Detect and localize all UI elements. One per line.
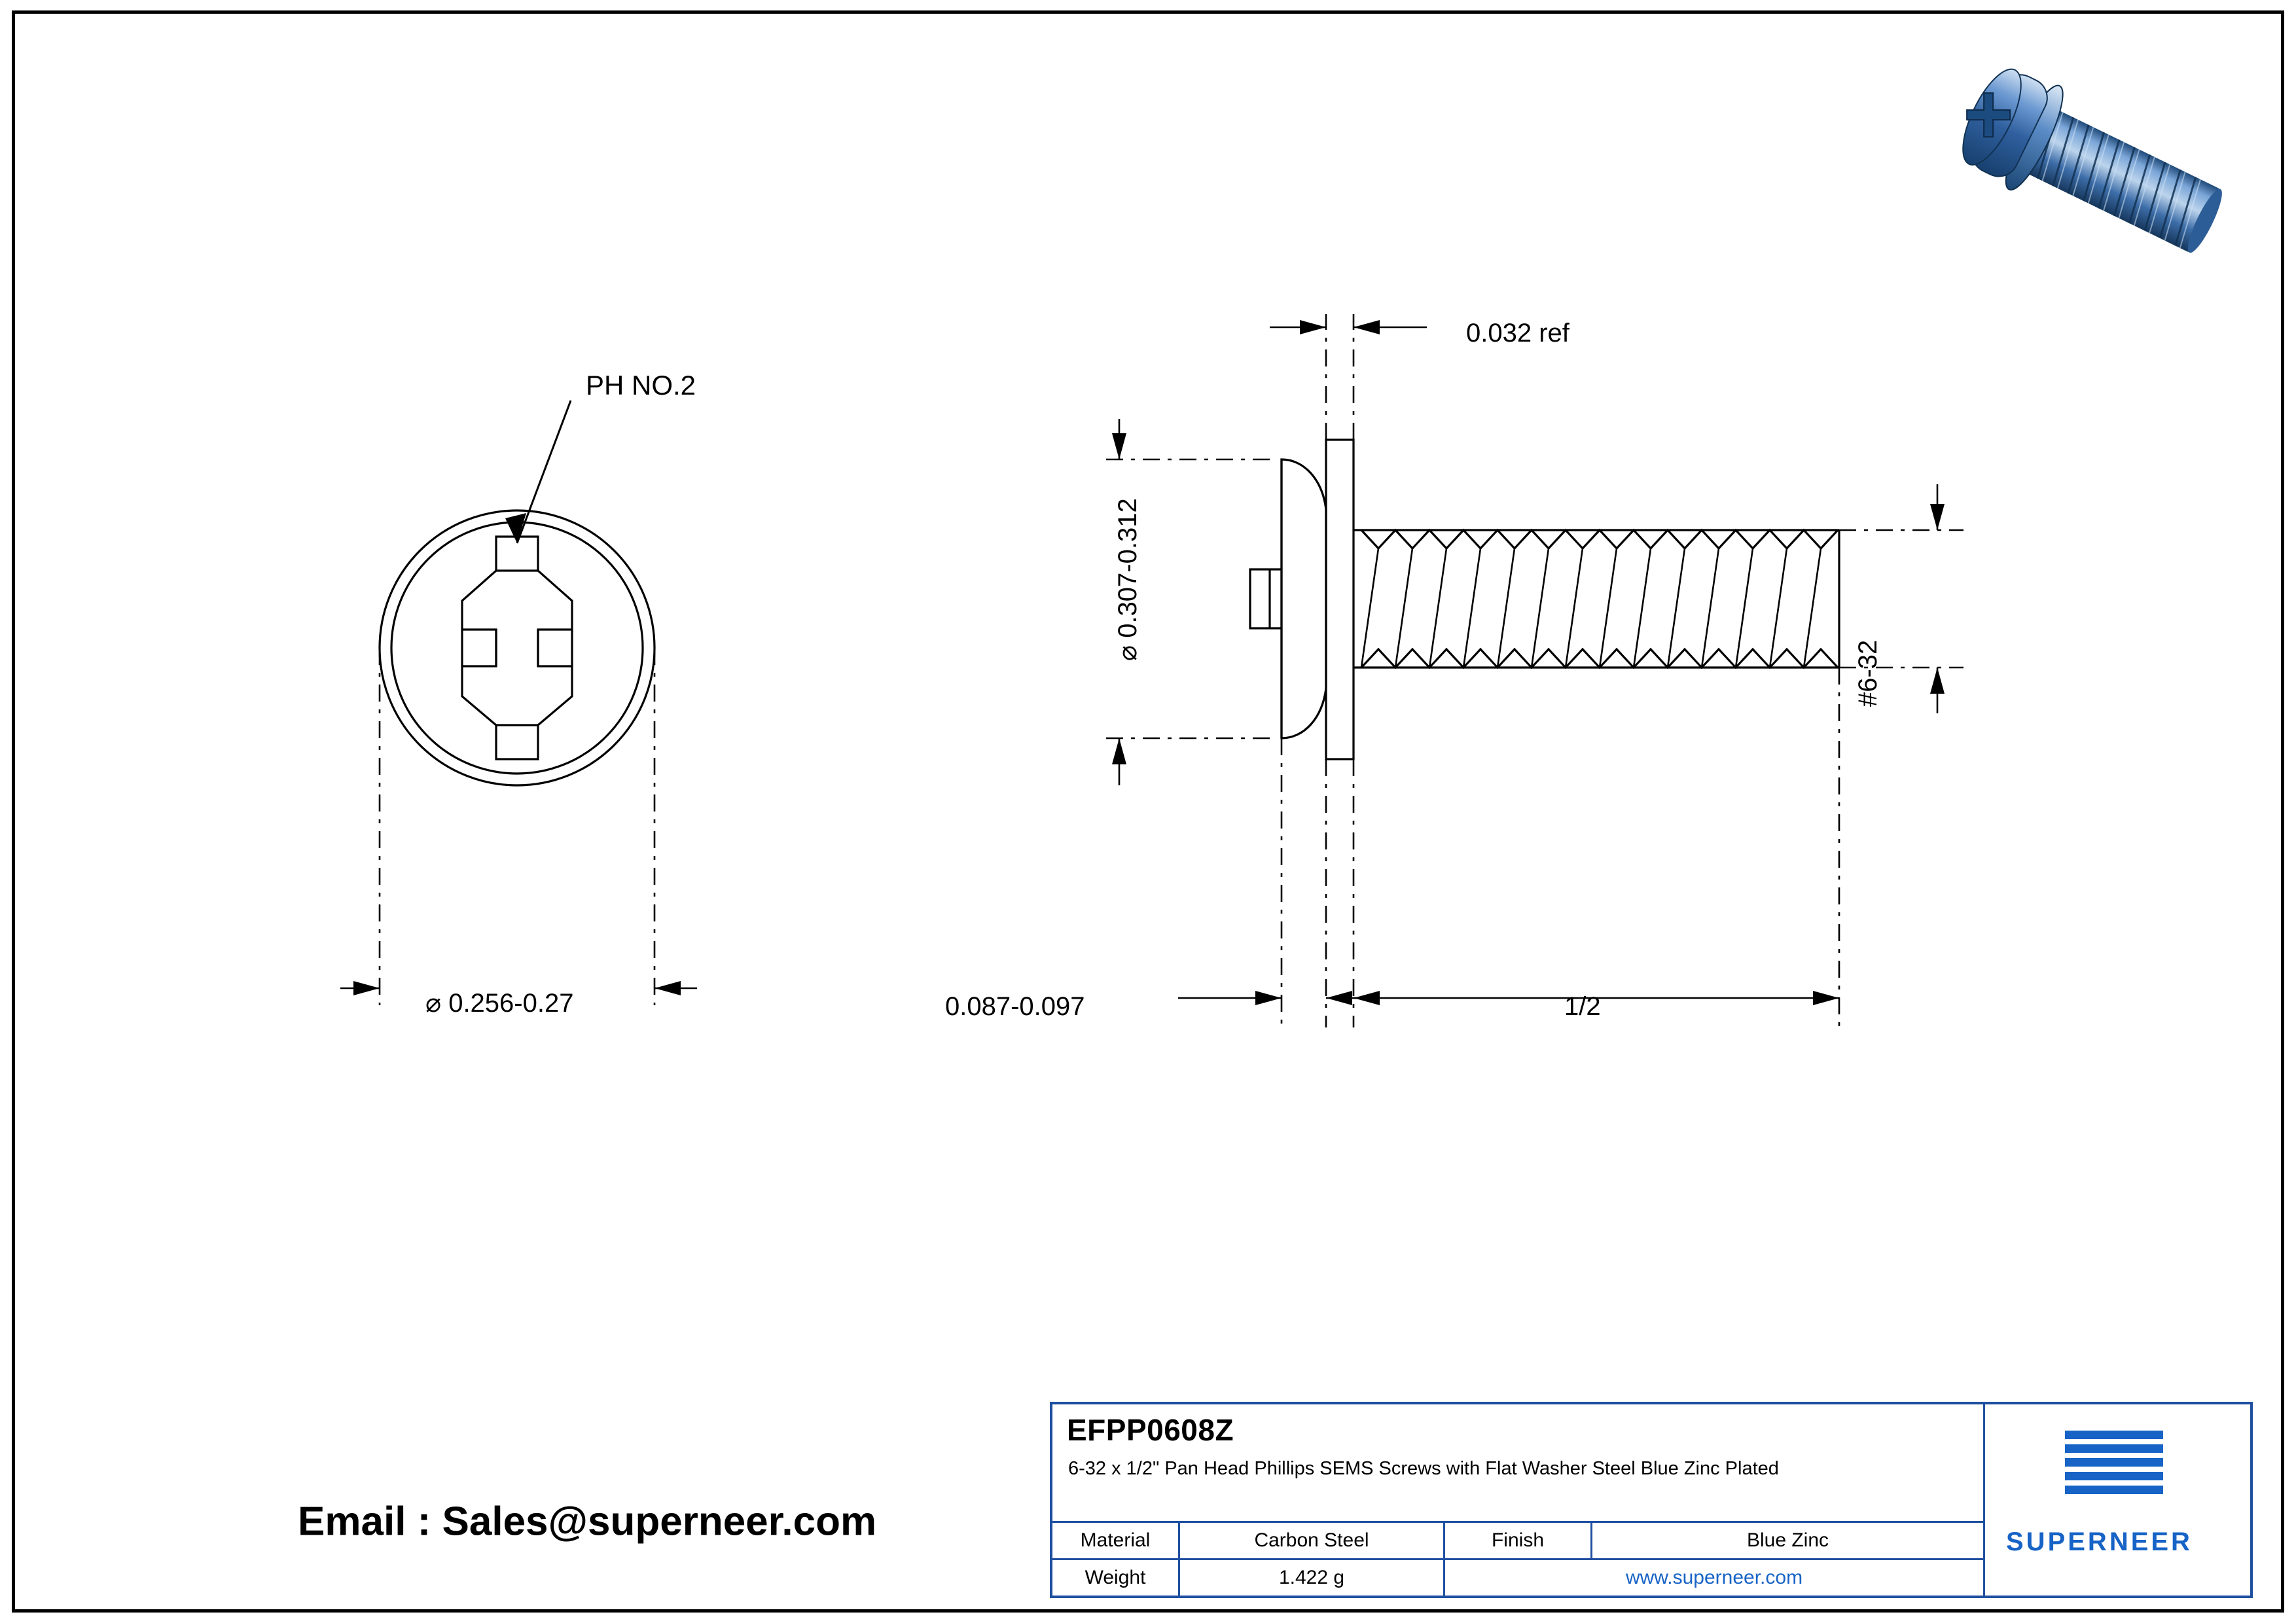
brand-name: SUPERNEER (2006, 1527, 2193, 1556)
spec-table (1052, 1521, 1983, 1596)
head-diameter-dimension: ⌀ 0.307-0.312 (1113, 498, 1142, 661)
front-diameter-dimension: ⌀ 0.256-0.27 (425, 989, 574, 1018)
table-row (1052, 1560, 1983, 1596)
part-description: 6-32 x 1/2" Pan Head Phillips SEMS Screws with Flat Washer Steel Blue Zinc Plated (1068, 1458, 1779, 1479)
title-block-info (1052, 1404, 1985, 1596)
finish-label: Finish (1444, 1522, 1592, 1560)
length-dimension: 1/2 (1564, 992, 1601, 1021)
superneer-logo-icon (2065, 1431, 2163, 1508)
finish-value: Blue Zinc (1592, 1522, 1984, 1560)
part-code: EFPP0608Z (1067, 1413, 1234, 1447)
weight-value: 1.422 g (1179, 1560, 1444, 1596)
title-block (1050, 1402, 2253, 1598)
thread-size-dimension: #6-32 (1854, 639, 1882, 707)
material-label: Material (1052, 1522, 1179, 1560)
contact-email: Email : Sales@superneer.com (298, 1499, 877, 1544)
front-view (340, 340, 903, 1047)
table-row (1052, 1522, 1983, 1560)
brand-block (1985, 1404, 2250, 1596)
screw-3d-render (1851, 20, 2270, 294)
head-height-dimension: 0.087-0.097 (945, 992, 1085, 1021)
weight-label: Weight (1052, 1560, 1179, 1596)
website-link[interactable]: www.superneer.com (1444, 1560, 1984, 1596)
phillips-callout-label: PH NO.2 (586, 370, 696, 401)
washer-thickness-dimension: 0.032 ref (1466, 319, 1570, 348)
side-view (903, 288, 2016, 1060)
material-value: Carbon Steel (1179, 1522, 1444, 1560)
